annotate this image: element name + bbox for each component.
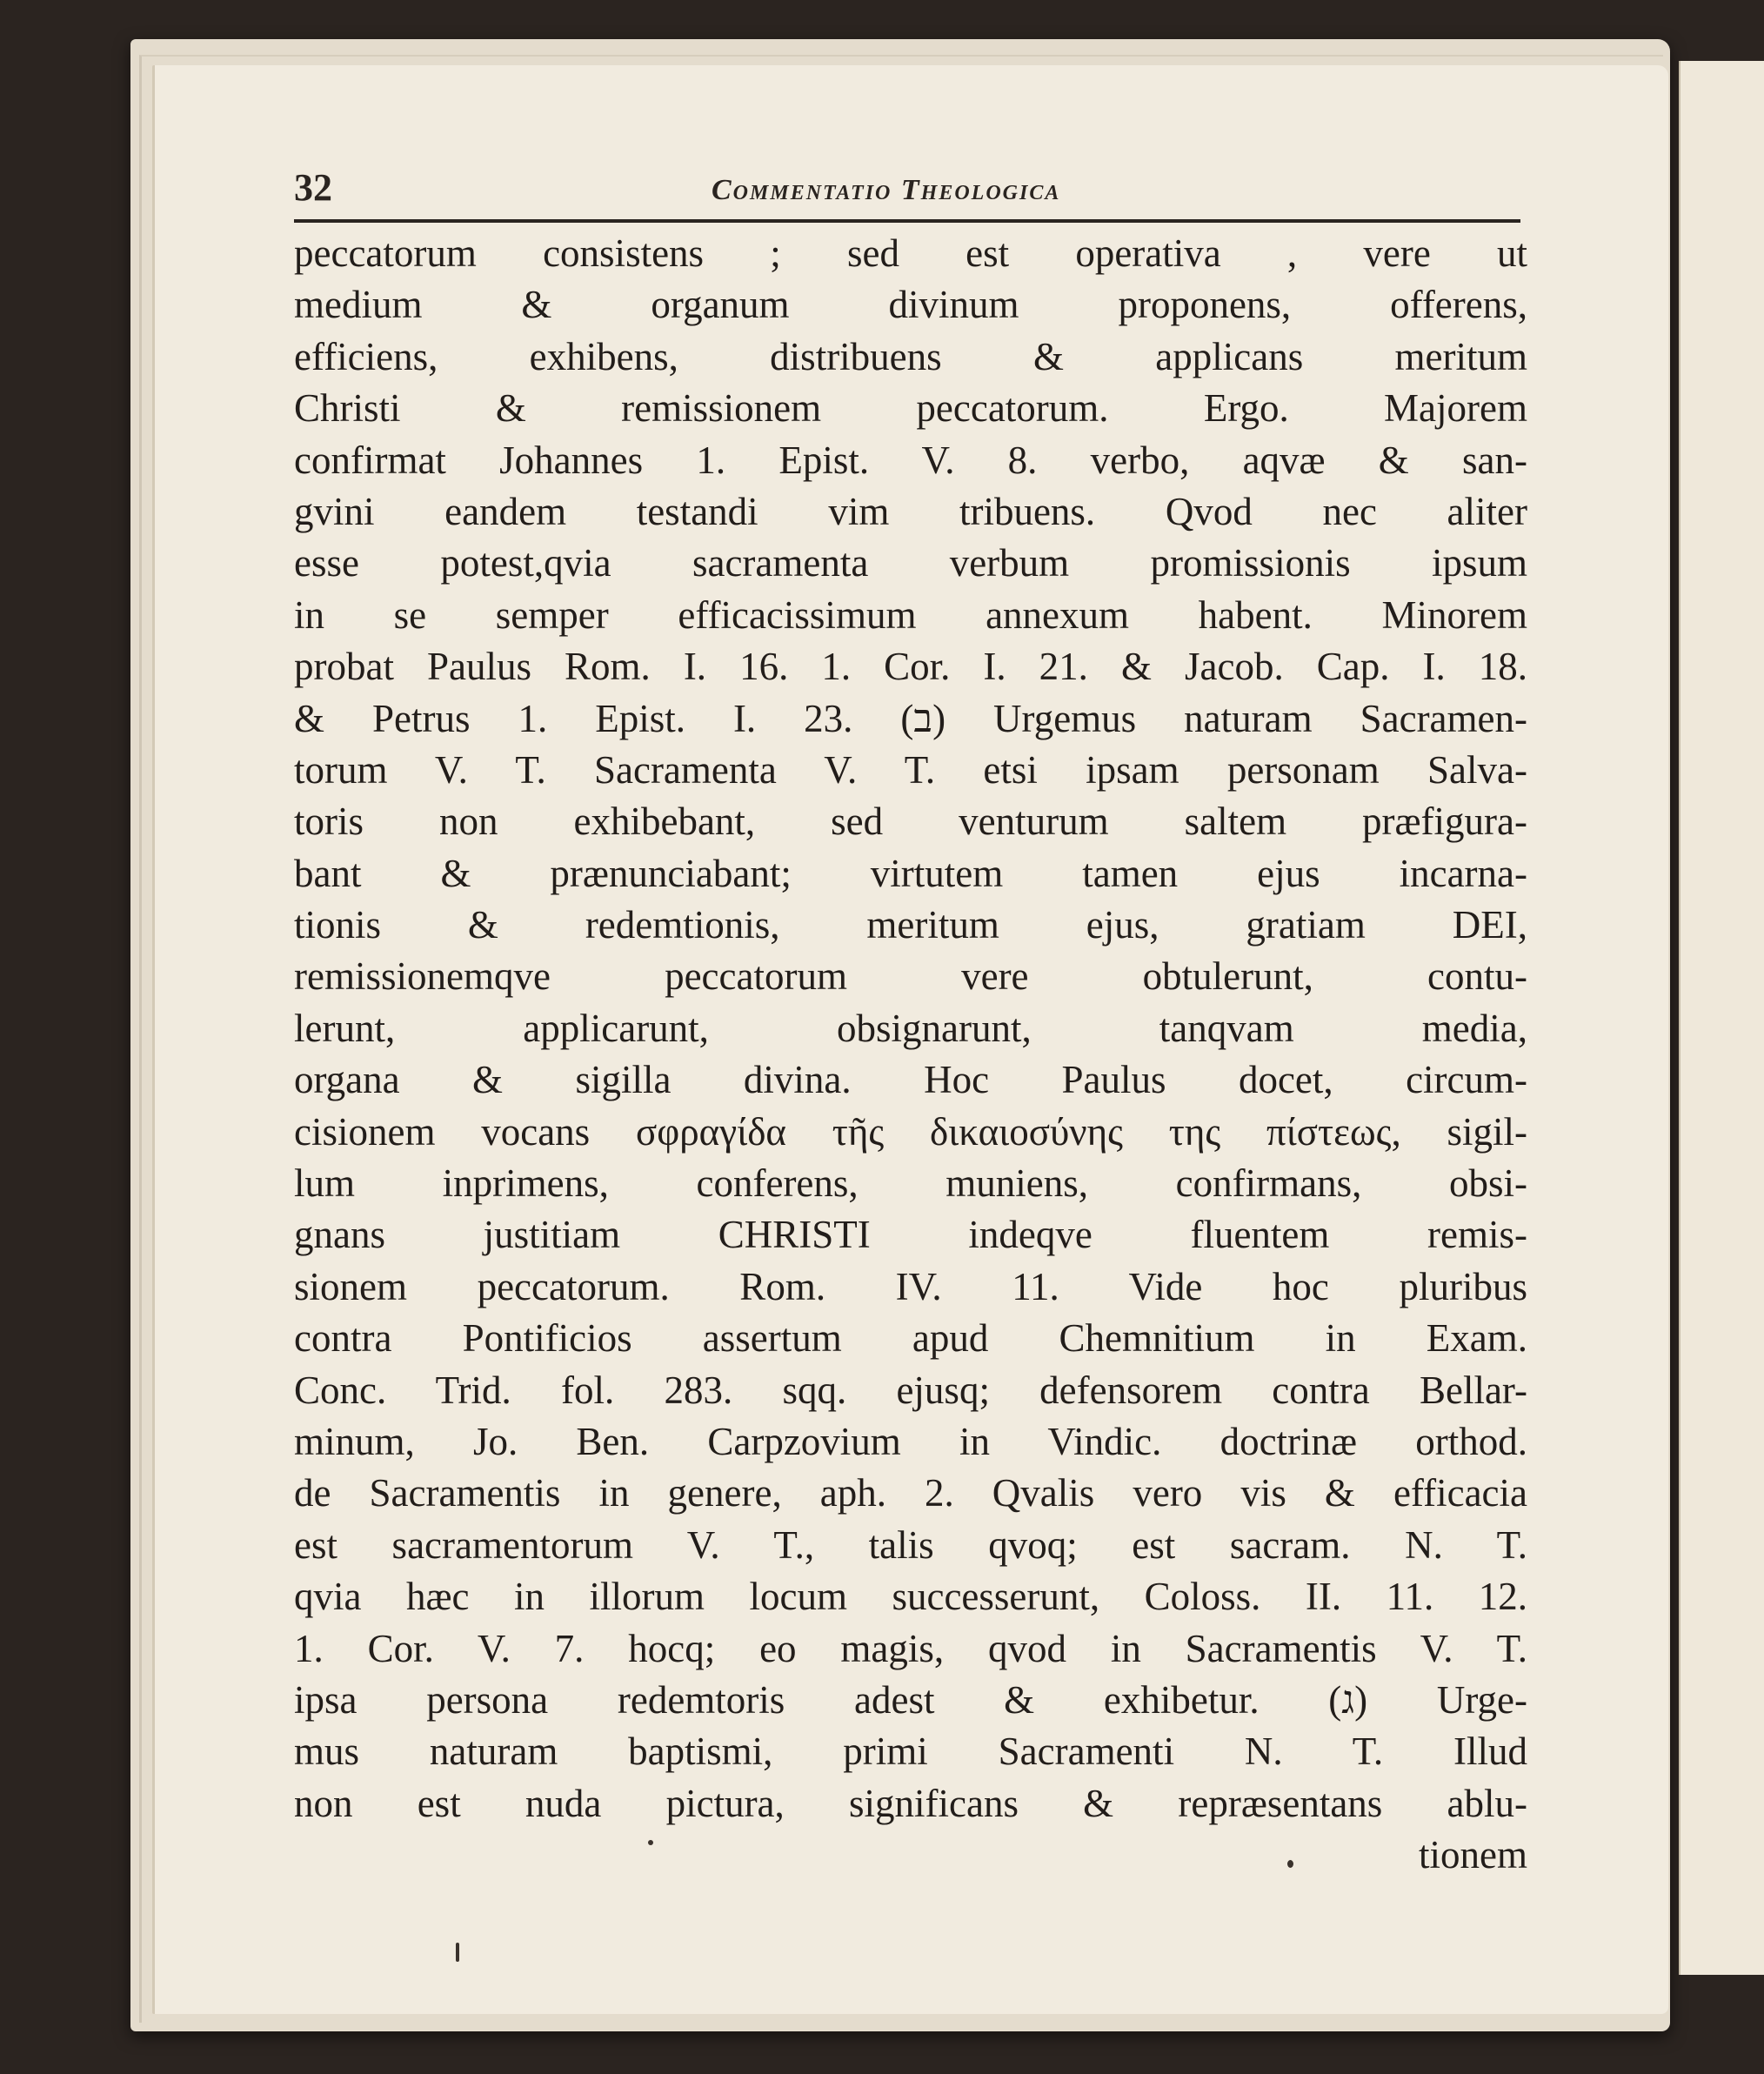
text-line: non est nuda pictura, significans & repræsentans ablu- [294,1781,1527,1825]
text-line: bant & prænunciabant; virtutem tamen ejus incarna- [294,851,1527,895]
text-line: probat Paulus Rom. I. 16. 1. Cor. I. 21. & Jacob. Cap. I. 18. [294,645,1527,689]
running-title: Commentatio Theologica [712,174,1061,206]
text-line: mus naturam baptismi, primi Sacramenti N. T. Illud [294,1729,1527,1774]
text-line: ipsa persona redemtoris adest & exhibetur. (ג) Urge- [294,1677,1527,1722]
text-line: efficiens, exhibens, distribuens & applicans meritum [294,334,1527,378]
text-line: remissionemqve peccatorum vere obtulerunt, contu- [294,954,1527,999]
ink-speck [456,1943,459,1962]
header-rule [294,219,1520,223]
text-line: est sacramentorum V. T., talis qvoq; est sacram. N. T. [294,1522,1527,1567]
text-line: lerunt, applicarunt, obsignarunt, tanqvam media, [294,1006,1527,1050]
ink-speck [1287,1860,1293,1868]
text-line: qvia hæc in illorum locum successerunt, Coloss. II. 11. 12. [294,1575,1527,1619]
text-line: lum inprimens, conferens, muniens, confirmans, obsi- [294,1161,1527,1206]
text-line: cisionem vocans σφραγίδα τῆς δικαιοσύνης της πίστεως, sigil- [294,1109,1527,1154]
body-text [294,228,1527,1882]
text-line: torum V. T. Sacramenta V. T. etsi ipsam personam Salva- [294,747,1527,792]
text-line: sionem peccatorum. Rom. IV. 11. Vide hoc pluribus [294,1264,1527,1308]
ink-speck [648,1840,653,1845]
text-line: Christi & remissionem peccatorum. Ergo. Majorem [294,386,1527,431]
text-line: toris non exhibebant, sed venturum saltem præfigura- [294,799,1527,844]
text-line: peccatorum consistens ; sed est operativa , vere ut [294,231,1527,275]
facing-page-edge [1679,61,1764,1975]
text-line: minum, Jo. Ben. Carpzovium in Vindic. doctrinæ orthod. [294,1419,1527,1463]
text-line: gnans justitiam CHRISTI indeqve fluentem remis- [294,1213,1527,1257]
text-line: 1. Cor. V. 7. hocq; eo magis, qvod in Sacramentis V. T. [294,1626,1527,1670]
text-line: medium & organum divinum proponens, offerens, [294,283,1527,327]
text-line: tionis & redemtionis, meritum ejus, gratiam DEI, [294,903,1527,947]
page-header [294,165,1520,216]
text-line: de Sacramentis in genere, aph. 2. Qvalis vero vis & efficacia [294,1471,1527,1515]
text-line: confirmat Johannes 1. Epist. V. 8. verbo, aqvæ & san- [294,438,1527,482]
text-line: contra Pontificios assertum apud Chemnitium in Exam. [294,1316,1527,1361]
text-line: in se semper efficacissimum annexum habent. Minorem [294,592,1527,637]
page-number: 32 [294,166,332,209]
catchword: tionem [1419,1833,1527,1877]
text-line: gvini eandem testandi vim tribuens. Qvod nec aliter [294,489,1527,533]
text-line: Conc. Trid. fol. 283. sqq. ejusq; defensorem contra Bellar- [294,1368,1527,1412]
text-line: organa & sigilla divina. Hoc Paulus docet, circum- [294,1058,1527,1102]
text-line: esse potest,qvia sacramenta verbum promissionis ipsum [294,541,1527,585]
text-line: & Petrus 1. Epist. I. 23. (ב) Urgemus naturam Sacramen- [294,696,1527,740]
